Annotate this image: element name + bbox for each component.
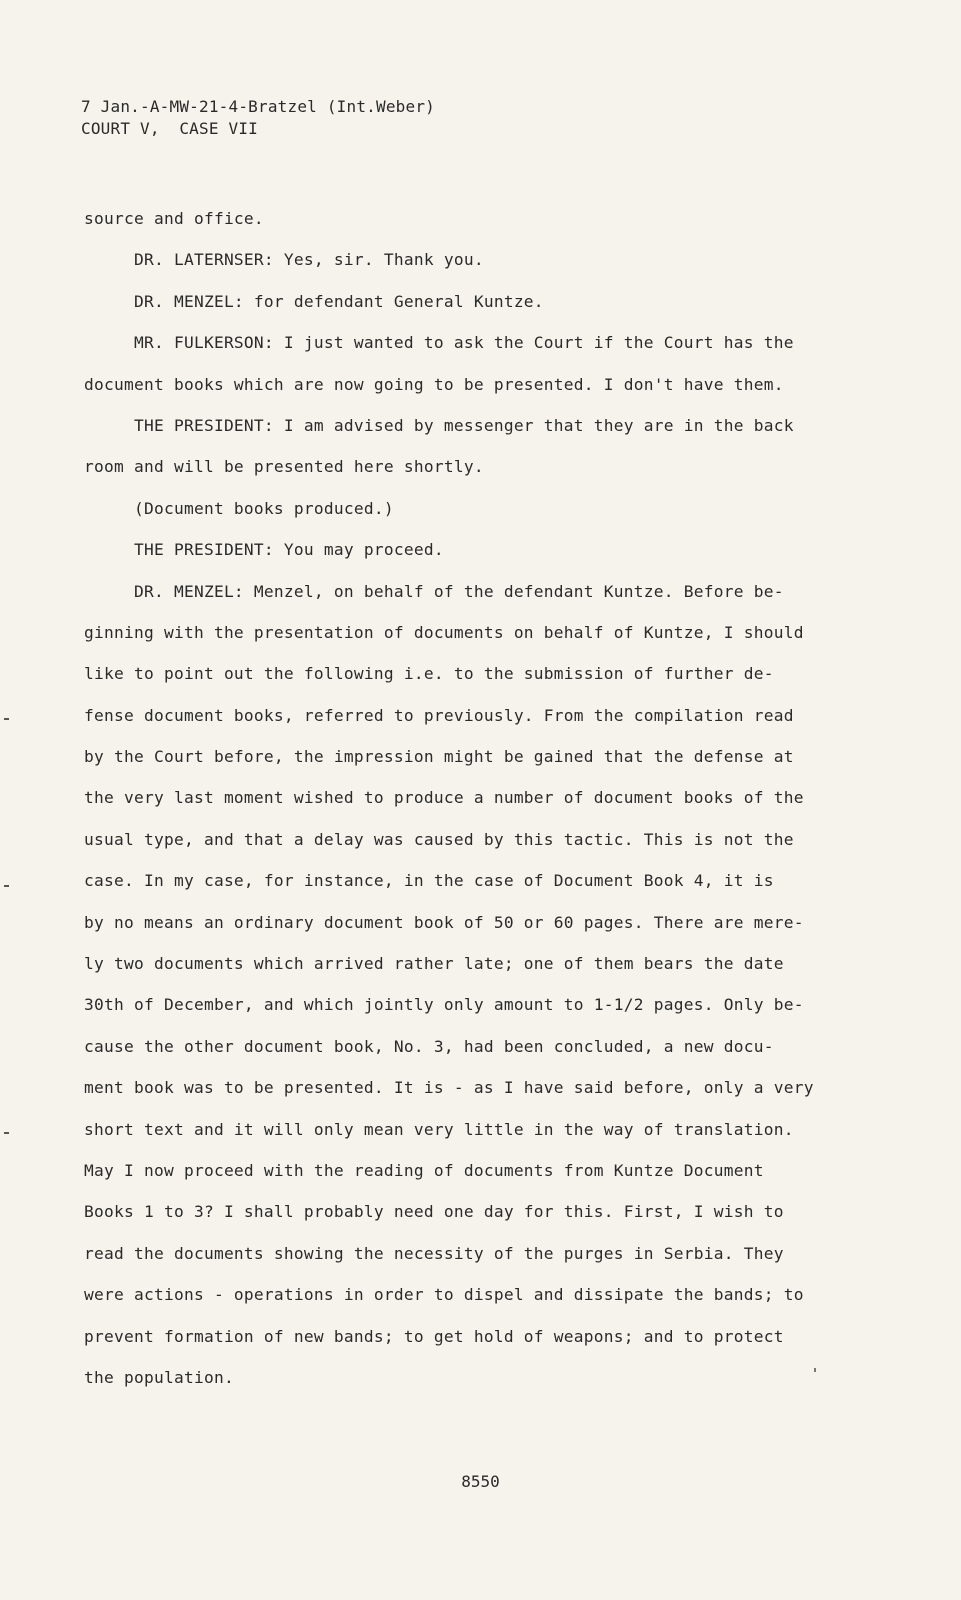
transcript-line: ginning with the presentation of documents on behalf of Kuntze, I should (84, 622, 804, 642)
transcript-line: were actions - operations in order to dispel and dissipate the bands; to (84, 1285, 804, 1305)
transcript-line: document books which are now going to be presented. I don't have them. (84, 374, 784, 394)
transcript-line: DR. LATERNSER: Yes, sir. Thank you. (84, 250, 484, 270)
transcript-line: source and office. (84, 209, 264, 228)
transcript-line: May I now proceed with the reading of documents from Kuntze Document (84, 1160, 764, 1180)
transcript-line: like to point out the following i.e. to the submission of further de- (84, 664, 774, 684)
transcript-line: Books 1 to 3? I shall probably need one day for this. First, I wish to (84, 1202, 784, 1222)
transcript-line: ment book was to be presented. It is - as I have said before, only a very (84, 1078, 814, 1098)
transcript-line: case. In my case, for instance, in the case of Document Book 4, it is (84, 871, 774, 891)
margin-mark (4, 1132, 9, 1134)
header-reference: 7 Jan.-A-MW-21-4-Bratzel (Int.Weber) (81, 97, 435, 116)
margin-mark (4, 885, 9, 887)
document-header (81, 96, 435, 140)
transcript-line: usual type, and that a delay was caused by this tactic. This is not the (84, 829, 794, 849)
transcript-line: the population. (84, 1367, 234, 1387)
transcript-line: (Document books produced.) (84, 498, 394, 518)
header-court-case: COURT V, CASE VII (81, 119, 258, 138)
paper-speck (814, 1368, 816, 1372)
transcript-line: short text and it will only mean very little in the way of translation. (84, 1119, 794, 1139)
transcript-line: room and will be presented here shortly. (84, 457, 484, 477)
transcript-line: by no means an ordinary document book of 50 or 60 pages. There are mere- (84, 912, 804, 932)
transcript-line: THE PRESIDENT: I am advised by messenger that they are in the back (84, 415, 794, 435)
transcript-line: fense document books, referred to previously. From the compilation read (84, 705, 794, 725)
transcript-line: read the documents showing the necessity of the purges in Serbia. They (84, 1243, 784, 1263)
transcript-body (84, 198, 854, 1398)
transcript-line: MR. FULKERSON: I just wanted to ask the Court if the Court has the (84, 333, 794, 353)
transcript-line: prevent formation of new bands; to get hold of weapons; and to protect (84, 1326, 784, 1346)
transcript-line: cause the other document book, No. 3, had been concluded, a new docu- (84, 1036, 774, 1056)
transcript-line: THE PRESIDENT: You may proceed. (84, 540, 444, 560)
transcript-line: the very last moment wished to produce a number of document books of the (84, 788, 804, 808)
transcript-line: 30th of December, and which jointly only amount to 1-1/2 pages. Only be- (84, 995, 804, 1015)
margin-mark (4, 718, 9, 720)
page-number: 8550 (461, 1472, 500, 1491)
transcript-line: DR. MENZEL: Menzel, on behalf of the defendant Kuntze. Before be- (84, 581, 784, 601)
transcript-line: DR. MENZEL: for defendant General Kuntze. (84, 291, 544, 311)
transcript-line: by the Court before, the impression might be gained that the defense at (84, 747, 794, 767)
transcript-line: ly two documents which arrived rather late; one of them bears the date (84, 954, 784, 974)
